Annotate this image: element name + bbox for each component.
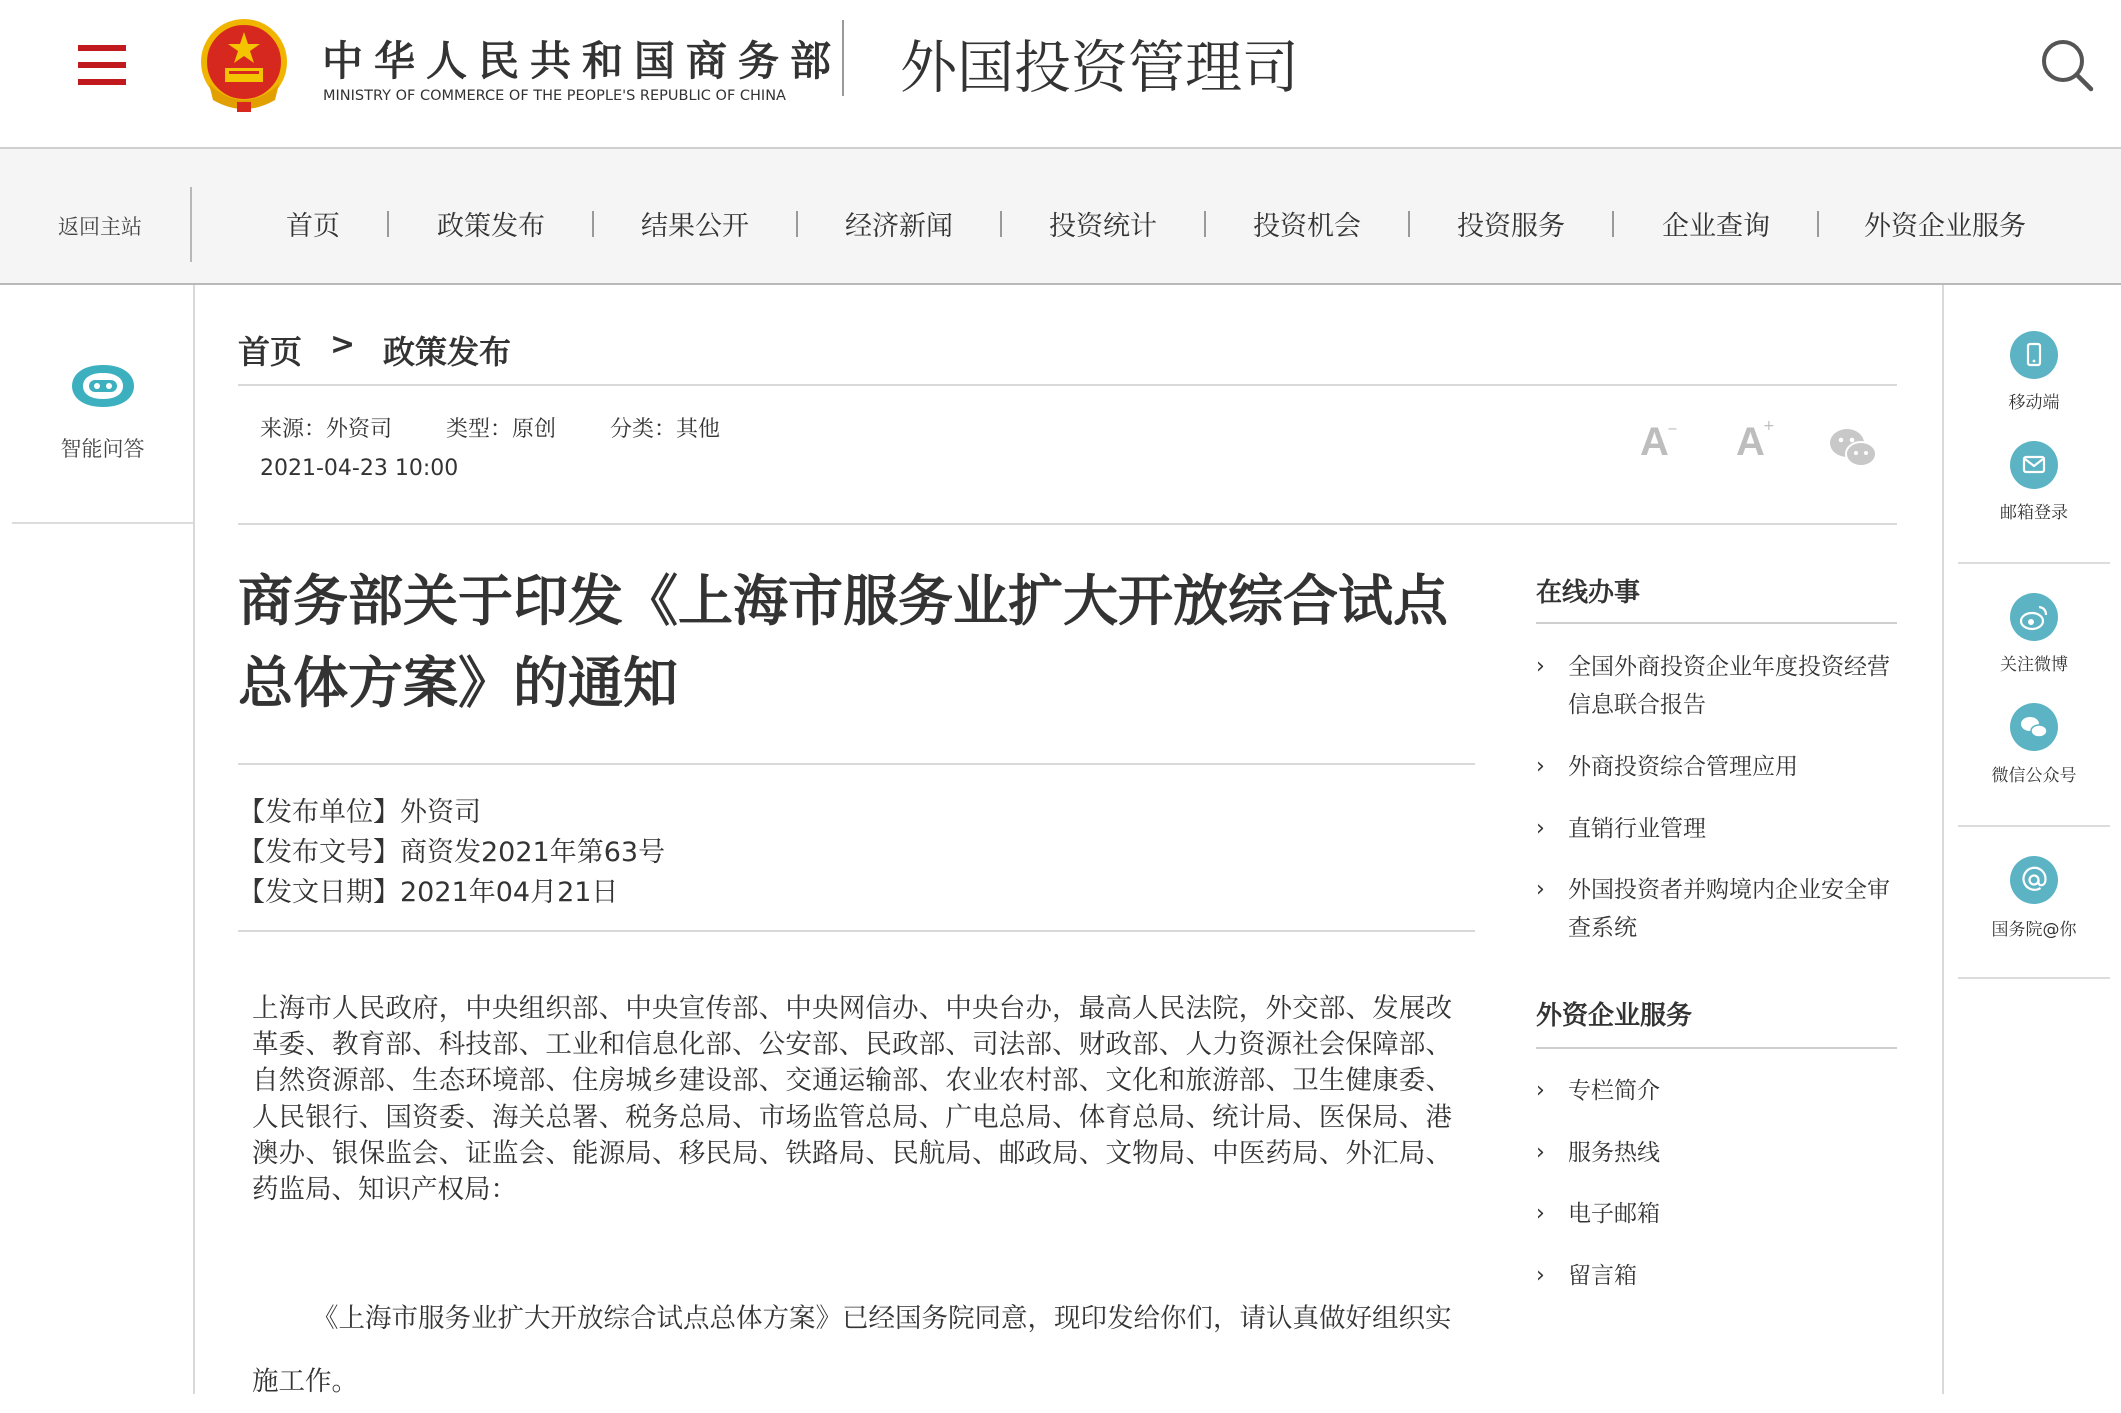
article-title: 商务部关于印发《上海市服务业扩大开放综合试点总体方案》的通知 xyxy=(238,569,1449,715)
nav-item-investment-stats[interactable]: 投资统计 xyxy=(1049,211,1157,242)
wechat-icon xyxy=(2010,703,2058,751)
wechat-button[interactable] xyxy=(2010,703,2058,751)
fie-service-label: 服务热线 xyxy=(1568,1140,1660,1166)
state-council-button[interactable] xyxy=(2010,856,2058,904)
article-recipients: 上海市人民政府，中央组织部、中央宣传部、中央网信办、中央台办，最高人民法院，外交部、发展改革委、教育部、科技部、工业和信息化部、公安部、民政部、司法部、财政部、人力资源社会保障部、自然资源部、生态环境部、住房城乡建设部、交通运输部、农业农村部、文化和旅游部、卫生健康委、人民银行、国资委、海关总署、税务总局、市场监管总局、广电总局、体育总局、统计局、医保局、港澳办、银保监会、证监会、能源局、移民局、铁路局、民航局、邮政局、文物局、中医药局、外汇局、药监局、知识产权局： xyxy=(252,993,1452,1206)
chevron-right-icon: › xyxy=(1536,754,1545,779)
issue-date-info: 【发文日期】2021年04月21日 xyxy=(238,877,619,908)
minus-icon: − xyxy=(1667,422,1678,437)
online-service-label: 直销行业管理 xyxy=(1568,816,1706,842)
fie-service-label: 专栏简介 xyxy=(1568,1078,1660,1104)
dept-title: 外国投资管理司 xyxy=(900,35,1299,101)
online-service-item[interactable] xyxy=(1536,871,1896,947)
nav-separator xyxy=(387,211,389,237)
wechat-label[interactable]: 微信公众号 xyxy=(1991,766,2077,786)
state-council-label[interactable]: 国务院@你 xyxy=(1991,920,2077,940)
fie-services-divider xyxy=(1536,1047,1897,1049)
nav-separator xyxy=(796,211,798,237)
online-services-heading: 在线办事 xyxy=(1536,578,1641,608)
online-service-item[interactable] xyxy=(1536,810,1896,848)
chevron-right-icon: › xyxy=(1536,1078,1545,1103)
article-paragraph: 《上海市服务业扩大开放综合试点总体方案》已经国务院同意，现印发给你们，请认真做好组织实施工作。 xyxy=(252,1303,1452,1397)
online-service-label: 外商投资综合管理应用 xyxy=(1568,754,1798,780)
nav-item-home[interactable]: 首页 xyxy=(286,211,340,242)
online-service-item[interactable] xyxy=(1536,648,1896,724)
nav-separator xyxy=(1817,211,1819,237)
national-emblem-logo xyxy=(197,18,291,114)
right-sidebar xyxy=(1942,285,2121,1394)
nav-item-policy[interactable]: 政策发布 xyxy=(437,211,545,242)
nav-separator xyxy=(1612,211,1614,237)
main-nav xyxy=(0,149,2121,285)
nav-item-company-query[interactable]: 企业查询 xyxy=(1662,211,1770,242)
fie-service-item[interactable] xyxy=(1536,1257,1896,1295)
org-name-cn: 中华人民共和国商务部 xyxy=(322,37,842,85)
publisher-info: 【发布单位】外资司 xyxy=(238,797,481,828)
wechat-share-icon[interactable] xyxy=(1828,426,1878,470)
meta-divider xyxy=(238,523,1897,525)
fie-service-item[interactable] xyxy=(1536,1072,1896,1110)
robot-assistant-icon[interactable] xyxy=(70,363,136,409)
sidebar-divider xyxy=(1958,977,2110,979)
breadcrumb-current[interactable]: 政策发布 xyxy=(383,333,512,371)
breadcrumb-divider xyxy=(238,384,1897,386)
org-name-en: MINISTRY OF COMMERCE OF THE PEOPLE'S REPUBLIC OF CHINA xyxy=(323,88,786,104)
meta-category: 分类：其他 xyxy=(610,417,721,442)
nav-separator xyxy=(592,211,594,237)
font-increase-label: A xyxy=(1736,420,1765,464)
weibo-icon xyxy=(2010,593,2058,641)
mobile-icon xyxy=(2010,331,2058,379)
font-increase-button[interactable] xyxy=(1736,418,1775,465)
meta-source: 来源：外资司 xyxy=(260,417,393,442)
at-icon xyxy=(2010,856,2058,904)
mobile-label[interactable]: 移动端 xyxy=(2008,393,2060,413)
chevron-right-icon: › xyxy=(1536,877,1545,902)
chevron-right-icon: › xyxy=(1536,654,1545,679)
weibo-button[interactable] xyxy=(2010,593,2058,641)
nav-item-investment-opportunities[interactable]: 投资机会 xyxy=(1253,211,1361,242)
chevron-right-icon: › xyxy=(1536,1140,1545,1165)
nav-item-econ-news[interactable]: 经济新闻 xyxy=(845,211,953,242)
breadcrumb-home[interactable]: 首页 xyxy=(238,333,303,371)
meta-datetime: 2021-04-23 10:00 xyxy=(260,456,459,481)
nav-separator xyxy=(1000,211,1002,237)
meta-type: 类型：原创 xyxy=(446,417,557,442)
nav-item-results[interactable]: 结果公开 xyxy=(641,211,749,242)
fie-service-label: 留言箱 xyxy=(1568,1263,1637,1289)
sidebar-divider xyxy=(12,522,193,524)
left-sidebar xyxy=(0,285,195,1394)
online-services-divider xyxy=(1536,622,1897,624)
weibo-label[interactable]: 关注微博 xyxy=(2000,655,2068,675)
sidebar-divider xyxy=(1958,825,2110,827)
mail-button[interactable] xyxy=(2010,441,2058,489)
nav-divider xyxy=(190,187,192,262)
online-service-item[interactable] xyxy=(1536,748,1896,786)
font-decrease-label: A xyxy=(1640,420,1669,464)
doc-number-info: 【发布文号】商资发2021年第63号 xyxy=(238,837,666,868)
header-divider xyxy=(842,20,844,96)
font-decrease-button[interactable] xyxy=(1640,420,1678,465)
menu-icon[interactable] xyxy=(78,45,126,85)
mail-icon xyxy=(2010,441,2058,489)
fie-service-item[interactable] xyxy=(1536,1195,1896,1233)
title-divider xyxy=(238,763,1475,765)
robot-assistant-label[interactable]: 智能问答 xyxy=(60,437,145,461)
nav-item-fie-services[interactable]: 外资企业服务 xyxy=(1864,211,2026,242)
plus-icon: + xyxy=(1763,418,1775,434)
chevron-right-icon: › xyxy=(1536,1201,1545,1226)
nav-item-investment-services[interactable]: 投资服务 xyxy=(1457,211,1565,242)
online-service-label: 全国外商投资企业年度投资经营信息联合报告 xyxy=(1568,654,1890,718)
chevron-right-icon: › xyxy=(1536,816,1545,841)
breadcrumb-separator: > xyxy=(330,327,356,362)
nav-separator xyxy=(1408,211,1410,237)
online-service-label: 外国投资者并购境内企业安全审查系统 xyxy=(1568,877,1890,941)
mail-label[interactable]: 邮箱登录 xyxy=(2000,503,2068,523)
chevron-right-icon: › xyxy=(1536,1263,1545,1288)
sidebar-divider xyxy=(1958,562,2110,564)
publication-info-divider xyxy=(238,930,1475,932)
mobile-button[interactable] xyxy=(2010,331,2058,379)
nav-separator xyxy=(1204,211,1206,237)
back-to-main-site-link[interactable]: 返回主站 xyxy=(58,215,142,239)
search-icon[interactable] xyxy=(2040,38,2094,92)
site-header xyxy=(0,0,2121,149)
fie-services-heading: 外资企业服务 xyxy=(1536,1001,1693,1031)
fie-service-item[interactable] xyxy=(1536,1134,1896,1172)
fie-service-label: 电子邮箱 xyxy=(1568,1201,1660,1227)
